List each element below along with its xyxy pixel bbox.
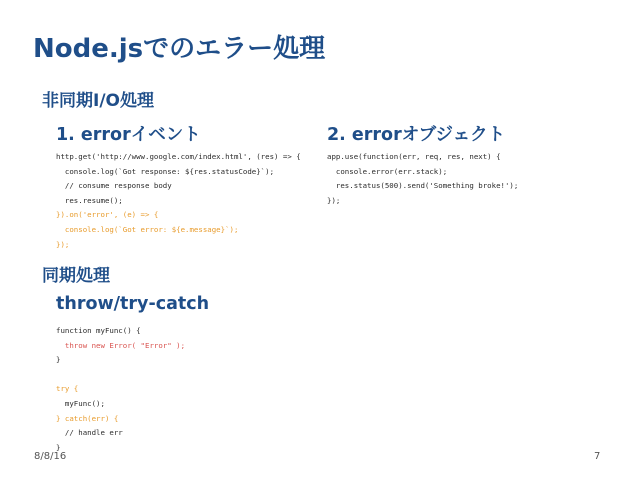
code-line: app.use(function(err, req, res, next) { (327, 152, 501, 161)
error-event-heading: 1. errorイベント (56, 125, 201, 145)
code-line: }).on('error', (e) => { (56, 210, 159, 220)
code-line: console.log(`Got response: ${res.statusCode}`); (56, 166, 275, 176)
slide-title: Node.jsでのエラー処理 (33, 34, 326, 64)
code-line: function myFunc() { (56, 326, 141, 335)
code-line: }); (327, 195, 341, 205)
code-line: // consume response body (56, 181, 172, 191)
code-line: console.error(err.stack); (327, 166, 448, 176)
code-line: } (56, 442, 61, 452)
code-line: throw new Error( "Error" ); (56, 340, 186, 350)
throw-try-catch-heading: throw/try-catch (56, 294, 210, 314)
code-line: myFunc(); (56, 398, 105, 408)
code-line: }); (56, 239, 70, 249)
try-catch-code-block (56, 324, 185, 455)
code-line: res.status(500).send('Something broke!'); (327, 181, 519, 191)
sync-section-heading: 同期処理 (42, 266, 110, 286)
error-object-heading: 2. errorオブジェクト (327, 125, 506, 145)
error-event-code-block (56, 150, 301, 252)
error-object-code-block (327, 150, 518, 208)
async-section-heading: 非同期I/O処理 (42, 91, 154, 111)
code-line: http.get('http://www.google.com/index.html', (res) => { (56, 152, 301, 161)
code-line: res.resume(); (56, 195, 123, 205)
code-line: } catch(err) { (56, 413, 119, 423)
slide-page-number: 7 (594, 451, 601, 462)
code-line: } (56, 355, 61, 365)
code-line: console.log(`Got error: ${e.message}`); (56, 224, 239, 234)
code-line (56, 368, 185, 383)
slide-date: 8/8/16 (34, 451, 67, 462)
code-line: try { (56, 384, 79, 394)
code-line: // handle err (56, 428, 123, 438)
